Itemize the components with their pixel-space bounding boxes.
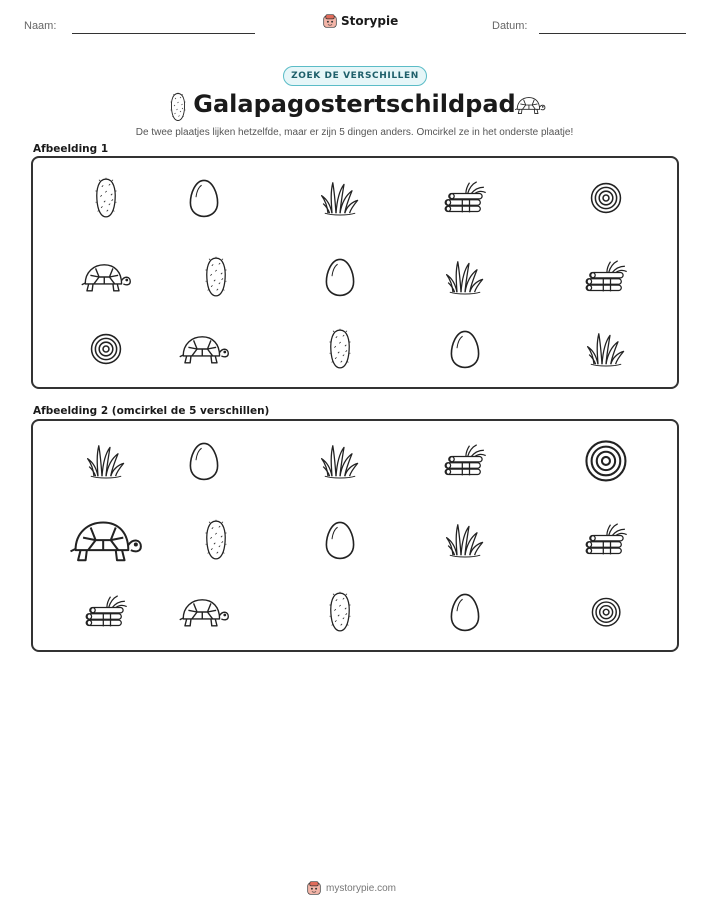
tortoise-icon: [80, 259, 132, 295]
date-label: Datum:: [492, 20, 528, 32]
grass-icon: [320, 178, 360, 218]
sticks-icon: [582, 259, 630, 295]
grass-icon: [586, 329, 626, 369]
grass-icon[interactable]: [320, 441, 360, 481]
tortoise-icon[interactable]: [68, 514, 143, 566]
brand-logo: [323, 14, 398, 28]
cactus-icon[interactable]: [326, 590, 354, 634]
page-title: Galapagostertschildpad: [193, 90, 516, 118]
shell-icon[interactable]: [590, 596, 622, 628]
tortoise-icon[interactable]: [178, 594, 230, 630]
egg-icon: [449, 329, 481, 369]
date-field[interactable]: [539, 33, 686, 34]
tortoise-icon: [514, 94, 546, 116]
footer-url[interactable]: mystorypie.com: [326, 882, 397, 894]
egg-icon: [324, 257, 356, 297]
picture2-panel[interactable]: [31, 419, 679, 652]
cactus-icon: [202, 255, 230, 299]
brand-name: Storypie: [341, 14, 399, 28]
grass-icon[interactable]: [445, 520, 485, 560]
sticks-icon: [441, 180, 489, 216]
activity-badge: ZOEK DE VERSCHILLEN: [283, 66, 427, 86]
shell-icon: [589, 181, 623, 215]
instructions: De twee plaatjes lijken hetzelfde, maar er zijn 5 dingen anders. Omcirkel ze in het onderste plaatje!: [135, 127, 574, 138]
shell-icon[interactable]: [583, 438, 629, 484]
tortoise-icon: [178, 331, 230, 367]
egg-icon[interactable]: [449, 592, 481, 632]
sticks-icon[interactable]: [441, 443, 489, 479]
cactus-icon: [92, 176, 120, 220]
cactus-icon: [326, 327, 354, 371]
name-label: Naam:: [24, 20, 57, 32]
egg-icon[interactable]: [324, 520, 356, 560]
picture1-panel: [31, 156, 679, 389]
storypie-logo-icon: [323, 14, 337, 28]
sticks-icon[interactable]: [82, 594, 130, 630]
grass-icon: [445, 257, 485, 297]
shell-icon: [89, 332, 123, 366]
cactus-icon[interactable]: [202, 518, 230, 562]
egg-icon[interactable]: [188, 441, 220, 481]
egg-icon: [188, 178, 220, 218]
name-field[interactable]: [72, 33, 255, 34]
footer: [307, 881, 396, 895]
picture2-label: Afbeelding 2 (omcirkel de 5 verschillen): [33, 405, 270, 417]
storypie-logo-icon: [307, 881, 321, 895]
picture1-label: Afbeelding 1: [33, 143, 109, 155]
grass-icon[interactable]: [86, 441, 126, 481]
sticks-icon[interactable]: [582, 522, 630, 558]
